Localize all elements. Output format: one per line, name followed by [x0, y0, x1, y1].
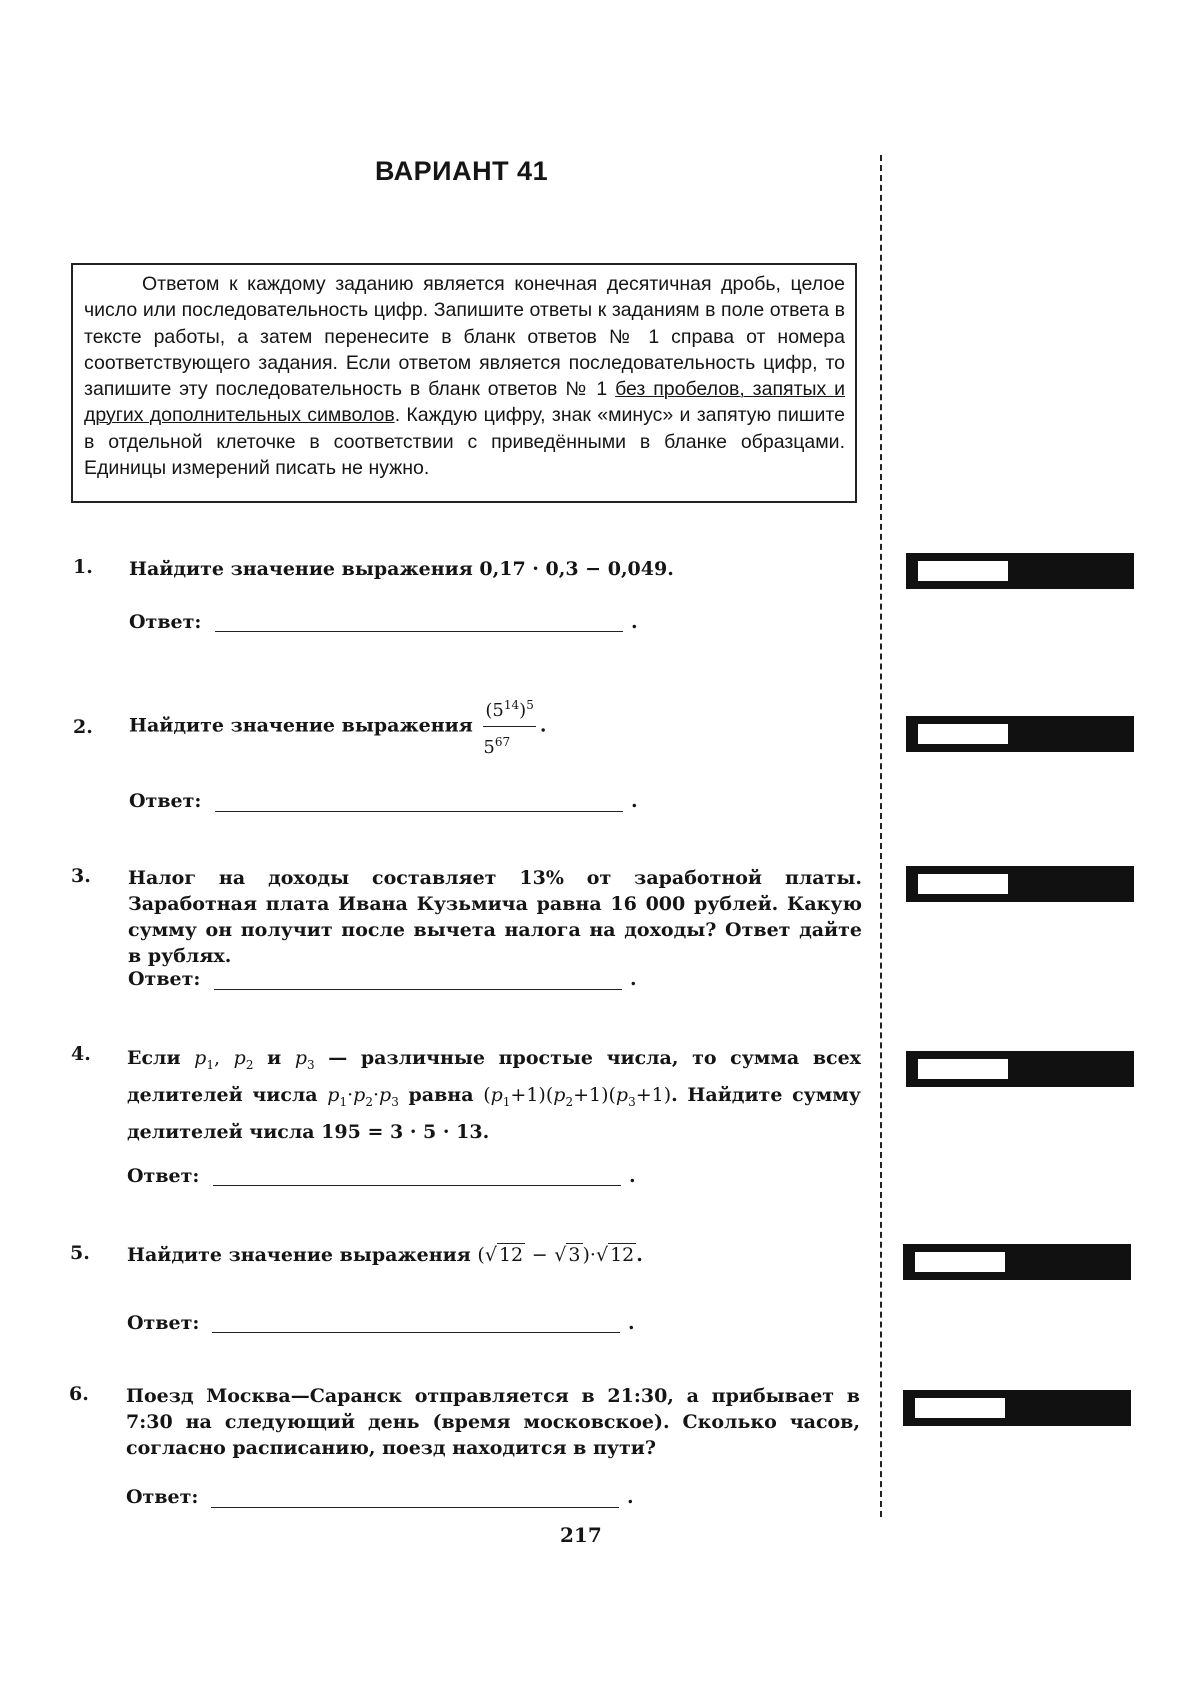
answer-label: Ответ: [128, 968, 201, 990]
answer-label: Ответ: [127, 1312, 200, 1334]
answer-dot: . [628, 1312, 635, 1334]
task-text: Налог на доходы составляет 13% от заработной платы. Заработная плата Ивана Кузьмича равна 16 000 рублей. Какую сумму он получит после вычета налога на доходы? Ответ дайте в рублях. [128, 867, 862, 967]
answer-label: Ответ: [129, 790, 202, 812]
page-number: 217 [560, 1523, 602, 1547]
answer-dot: . [631, 790, 638, 812]
cut-line [880, 155, 882, 1517]
answer-field[interactable] [211, 1506, 619, 1508]
answer-box [906, 716, 1134, 752]
answer-box [906, 866, 1134, 902]
answer-dot: . [629, 1165, 636, 1187]
task-number: 6. [69, 1383, 89, 1405]
task-number: 4. [71, 1043, 91, 1065]
answer-box [906, 1051, 1134, 1087]
instruction-box [71, 263, 857, 503]
task-text: Найдите значение выражения $\frac{(5^{14})^5}{5^{67}}$ . [129, 692, 629, 761]
answer-label: Ответ: [127, 1165, 200, 1187]
answer-field[interactable] [213, 1184, 621, 1186]
answer-field[interactable] [214, 988, 622, 990]
task-text: Найдите значение выражения (√ 12 − √ 3 )·√ 12 . [127, 1244, 643, 1266]
instruction-text: Ответом к каждому заданию является конечная десятичная дробь, целое число или последовательность цифр. Запишите ответы к заданиям в поле ответа в тексте работы, а затем перенесите в бланк ответов № 1 справа от номера соответствующего задания. Если ответом является последовательность цифр, то запишите эту последовательность в бланк ответов № 1 [84, 273, 845, 401]
page-title: ВАРИАНТ 41 [375, 156, 549, 186]
answer-dot: . [631, 611, 638, 633]
answer-box [906, 553, 1134, 589]
task-number: 2. [73, 716, 93, 738]
answer-label: Ответ: [129, 611, 202, 633]
answer-dot: . [627, 1486, 634, 1508]
fraction: $\frac{(5^{14})^5}{5^{67}}$ [483, 692, 535, 761]
instruction-underlined: без пробелов, запятых и других дополнительных символов [84, 378, 845, 427]
answer-field[interactable] [215, 630, 623, 632]
answer-label: Ответ: [126, 1486, 199, 1508]
task-text: Поезд Москва—Саранск отправляется в 21:30, а прибывает в 7:30 на следующий день (время московское). Сколько часов, согласно расписанию, поезд находится в пути? [126, 1385, 860, 1459]
task-text: Если $p_1$, $p_2$ и $p_3$ — различные простые числа, то сумма всех делителей числа $p_1\cdot p_2\cdot p_3$ равна $(p_1+1)(p_2+1)(p_3+1)$. Найдите сумму делителей числа 195 = 3 · 5 · 13. [127, 1047, 862, 1143]
task-number: 5. [70, 1242, 90, 1264]
task-number: 3. [71, 865, 91, 887]
answer-dot: . [630, 968, 637, 990]
answer-box [903, 1390, 1131, 1426]
task-text: Найдите значение выражения 0,17 · 0,3 − 0,049. [129, 558, 674, 580]
answer-field[interactable] [212, 1331, 620, 1333]
task-number: 1. [73, 556, 93, 578]
answer-field[interactable] [215, 810, 623, 812]
task-text-main: Найдите значение выражения [129, 714, 473, 737]
answer-box [903, 1244, 1131, 1280]
instruction-text-end: . Каждую цифру, знак «минус» и запятую пишите в отдельной клеточке в соответствии с приведёнными в бланке образцами. Единицы измерений писать не нужно. [84, 404, 845, 480]
